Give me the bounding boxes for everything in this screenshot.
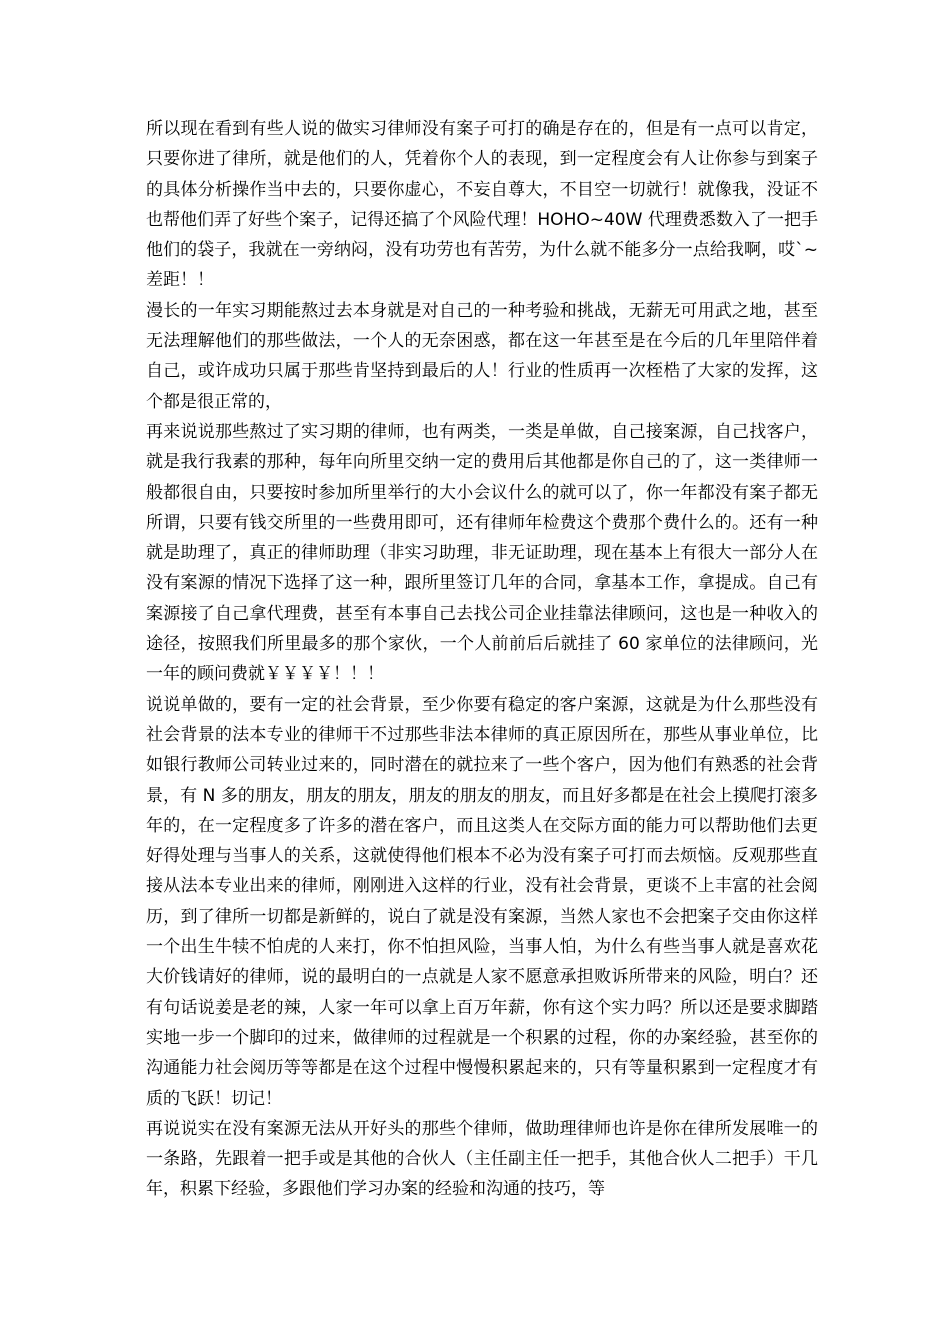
document-body — [146, 114, 818, 1205]
paragraph-intern-cases: 所以现在看到有些人说的做实习律师没有案子可打的确是存在的，但是有一点可以肯定，只要你进了律所，就是他们的人，凭着你个人的表现，到一定程度会有人让你参与到案子的具体分析操作当中去的，只要你虚心，不妄自尊大，不目空一切就行！就像我，没证不也帮他们弄了好些个案子，记得还搞了个风险代理！HOHO~40W 代理费悉数入了一把手他们的袋子，我就在一旁纳闷，没有功劳也有苦劳，为什么就不能多分一点给我啊，哎`~差距！！ — [146, 119, 818, 291]
paragraph-assistant-lawyer: 再说说实在没有案源无法从开好头的那些个律师，做助理律师也许是你在律所发展唯一的一条路，先跟着一把手或是其他的合伙人（主任副主任一把手，其他合伙人二把手）干几年，积累下经验，多跟他们学习办案的经验和沟通的技巧，等 — [146, 1118, 818, 1200]
paragraph-solo-practice: 说说单做的，要有一定的社会背景，至少你要有稳定的客户案源，这就是为什么那些没有社会背景的法本专业的律师干不过那些非法本律师的真正原因所在，那些从事业单位，比如银行教师公司转业过来的，同时潜在的就拉来了一些个客户，因为他们有熟悉的社会背景，有 N 多的朋友，朋友的朋友，朋友的朋友的朋友，而且好多都是在社会上摸爬打滚多年的，在一定程度多了许多的潜在客户，而且这类人在交际方面的能力可以帮助他们去更好得处理与当事人的关系，这就使得他们根本不必为没有案子可打而去烦恼。反观那些直接从法本专业出来的律师，刚刚进入这样的行业，没有社会背景，更谈不上丰富的社会阅历，到了律所一切都是新鲜的，说白了就是没有案源，当然人家也不会把案子交由你这样一个出生牛犊不怕虎的人来打，你不怕担风险，当事人怕，为什么有些当事人就是喜欢花大价钱请好的律师，说的最明白的一点就是人家不愿意承担败诉所带来的风险，明白？还有句话说姜是老的辣，人家一年可以拿上百万年薪，你有这个实力吗？所以还是要求脚踏实地一步一个脚印的过来，做律师的过程就是一个积累的过程，你的办案经验，甚至你的沟通能力社会阅历等等都是在这个过程中慢慢积累起来的，只有等量积累到一定程度才有质的飞跃！切记！ — [146, 694, 818, 1109]
paragraph-internship-year: 漫长的一年实习期能熬过去本身就是对自己的一种考验和挑战，无薪无可用武之地，甚至无法理解他们的那些做法，一个人的无奈困惑，都在这一年甚至是在今后的几年里陪伴着自己，或许成功只属于那些肯坚持到最后的人！行业的性质再一次桎梏了大家的发挥，这个都是很正常的， — [146, 300, 818, 412]
paragraph-after-internship: 再来说说那些熬过了实习期的律师，也有两类，一类是单做，自己接案源，自己找客户，就是我行我素的那种，每年向所里交纳一定的费用后其他都是你自己的了，这一类律师一般都很自由，只要按时参加所里举行的大小会议什么的就可以了，你一年都没有案子都无所谓，只要有钱交所里的一些费用即可，还有律师年检费这个费那个费什么的。还有一种就是助理了，真正的律师助理（非实习助理，非无证助理，现在基本上有很大一部分人在没有案源的情况下选择了这一种，跟所里签订几年的合同，拿基本工作，拿提成。自己有案源接了自己拿代理费，甚至有本事自己去找公司企业挂靠法律顾问，这也是一种收入的途径，按照我们所里最多的那个家伙，一个人前前后后就挂了 60 家单位的法律顾问，光一年的顾问费就￥￥￥￥！！！ — [146, 421, 818, 685]
